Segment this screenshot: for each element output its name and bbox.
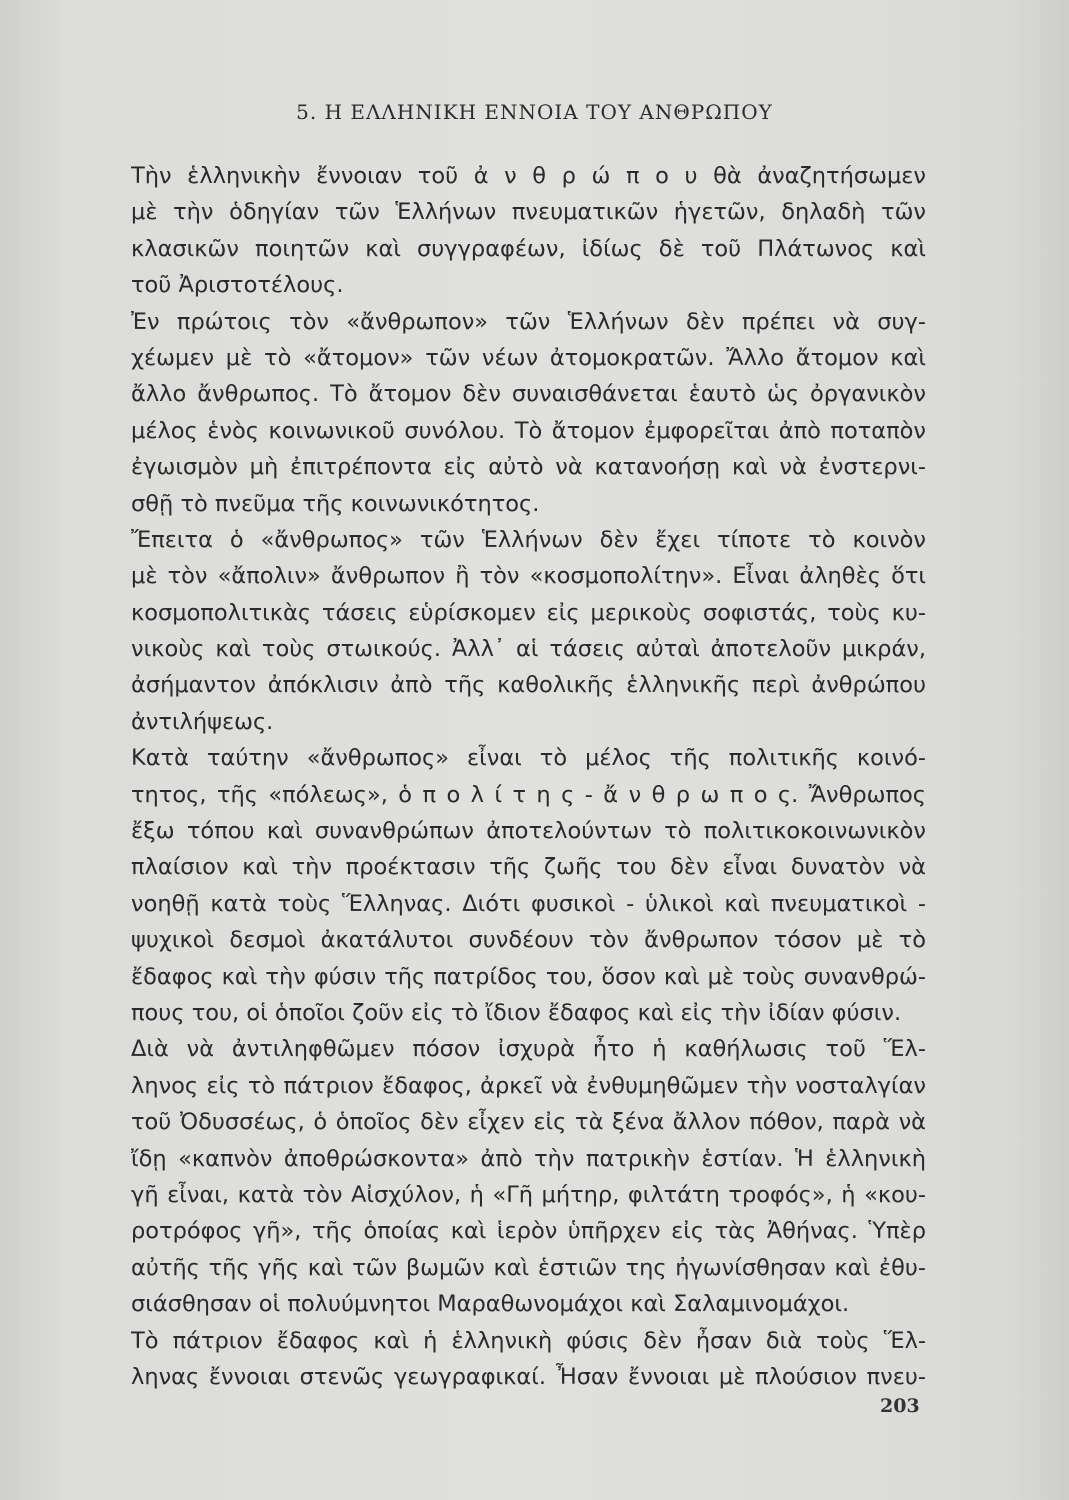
text-line: Κατὰ ταύτην «ἄνθρωπος» εἶναι τὸ μέλος τῆς πολιτικῆς κοινό- (131, 745, 926, 772)
text-line: ἄλλο ἄνθρωπος. Τὸ ἄτομον δὲν συναισθάνεται ἑαυτὸ ὡς ὀργανικὸν (131, 381, 926, 408)
text-line: Τὸ πάτριον ἔδαφος καὶ ἡ ἑλληνικὴ φύσις δὲν ἦσαν διὰ τοὺς Ἕλ- (131, 1327, 926, 1354)
page-number: 203 (880, 1395, 920, 1417)
text-line: μὲ τὸν «ἄπολιν» ἄνθρωπον ἢ τὸν «κοσμοπολίτην». Εἶναι ἀληθὲς ὅτι (131, 563, 926, 590)
text-line: ψυχικοὶ δεσμοὶ ἀκατάλυτοι συνδέουν τὸν ἄνθρωπον τόσον μὲ τὸ (131, 927, 926, 954)
text-line: σθῇ τὸ πνεῦμα τῆς κοινωνικότητος. (131, 490, 540, 517)
text-line: ἀντιλήψεως. (131, 708, 274, 735)
text-line: ληνας ἔννοιαι στενῶς γεωγραφικαί. Ἦσαν ἔννοιαι μὲ πλούσιον πνευ- (131, 1363, 926, 1390)
text-line: σιάσθησαν οἱ πολυύμνητοι Μαραθωνομάχοι καὶ Σαλαμινομάχοι. (131, 1291, 850, 1318)
text-line: ροτρόφος γῆ», τῆς ὁποίας καὶ ἱερὸν ὑπῆρχεν εἰς τὰς Ἀθήνας. Ὑπὲρ (131, 1218, 926, 1245)
text-line: μέλος ἑνὸς κοινωνικοῦ συνόλου. Τὸ ἄτομον ἐμφορεῖται ἀπὸ ποταπὸν (131, 417, 926, 444)
text-line: αὐτῆς τῆς γῆς καὶ τῶν βωμῶν καὶ ἑστιῶν της ἠγωνίσθησαν καὶ ἐθυ- (131, 1254, 926, 1281)
text-line: ἔδαφος καὶ τὴν φύσιν τῆς πατρίδος του, ὅσον καὶ μὲ τοὺς συνανθρώ- (131, 963, 926, 990)
text-line: ἔξω τόπου καὶ συνανθρώπων ἀποτελούντων τὸ πολιτικοκοινωνικὸν (131, 818, 926, 845)
text-line: Τὴν ἑλληνικὴν ἔννοιαν τοῦ ἀ ν θ ρ ώ π ο υ θὰ ἀναζητήσωμεν (131, 163, 926, 189)
text-line: ἐγωισμὸν μὴ ἐπιτρέποντα εἰς αὐτὸ νὰ κατανοήσῃ καὶ νὰ ἐνστερνι- (131, 454, 926, 481)
text-line: γῆ εἶναι, κατὰ τὸν Αἰσχύλον, ἡ «Γῆ μήτηρ, φιλτάτη τροφός», ἡ «κου- (131, 1181, 926, 1208)
text-line: τοῦ Ἀριστοτέλους. (131, 272, 344, 299)
text-line: νικοὺς καὶ τοὺς στωικούς. Ἀλλ᾽ αἱ τάσεις αὐταὶ ἀποτελοῦν μικράν, (131, 636, 926, 663)
text-line: μὲ τὴν ὁδηγίαν τῶν Ἑλλήνων πνευματικῶν ἡγετῶν, δηλαδὴ τῶν (131, 199, 926, 226)
text-line: κοσμοπολιτικὰς τάσεις εὑρίσκομεν εἰς μερικοὺς σοφιστάς, τοὺς κυ- (131, 599, 926, 626)
text-line: Ἔπειτα ὁ «ἄνθρωπος» τῶν Ἑλλήνων δὲν ἔχει τίποτε τὸ κοινὸν (131, 526, 926, 553)
text-line: πλαίσιον καὶ τὴν προέκτασιν τῆς ζωῆς του δὲν εἶναι δυνατὸν νὰ (131, 854, 926, 881)
text-line: τοῦ Ὀδυσσέως, ὁ ὁποῖος δὲν εἶχεν εἰς τὰ ξένα ἄλλον πόθον, παρὰ νὰ (131, 1109, 926, 1136)
text-line: ληνος εἰς τὸ πάτριον ἔδαφος, ἀρκεῖ νὰ ἐνθυμηθῶμεν τὴν νοσταλγίαν (131, 1072, 926, 1099)
text-line: Διὰ νὰ ἀντιληφθῶμεν πόσον ἰσχυρὰ ἦτο ἡ καθήλωσις τοῦ Ἕλ- (131, 1036, 926, 1063)
text-line: πους του, οἱ ὁποῖοι ζοῦν εἰς τὸ ἴδιον ἔδαφος καὶ εἰς τὴν ἰδίαν φύσιν. (131, 999, 902, 1026)
text-line: Ἐν πρώτοις τὸν «ἄνθρωπον» τῶν Ἑλλήνων δὲν πρέπει νὰ συγ- (131, 308, 926, 335)
section-heading: 5. Η ΕΛΛΗΝΙΚΗ ΕΝΝΟΙΑ ΤΟΥ ΑΝΘΡΩΠΟΥ (296, 100, 773, 124)
text-line: ἴδῃ «καπνὸν ἀποθρώσκοντα» ἀπὸ τὴν πατρικὴν ἑστίαν. Ἡ ἑλληνικὴ (131, 1145, 926, 1172)
body-text (131, 158, 926, 1395)
text-line: χέωμεν μὲ τὸ «ἄτομον» τῶν νέων ἀτομοκρατῶν. Ἄλλο ἄτομον καὶ (131, 344, 926, 371)
text-line: τητος, τῆς «πόλεως», ὁ π ο λ ί τ η ς - ἄ ν θ ρ ω π ο ς. Ἄνθρωπος (131, 781, 926, 808)
text-line: νοηθῇ κατὰ τοὺς Ἕλληνας. Διότι φυσικοὶ - ὑλικοὶ καὶ πνευματικοὶ - (131, 890, 926, 917)
text-line: κλασικῶν ποιητῶν καὶ συγγραφέων, ἰδίως δὲ τοῦ Πλάτωνος καὶ (131, 235, 926, 262)
text-line: ἀσήμαντον ἀπόκλισιν ἀπὸ τῆς καθολικῆς ἑλληνικῆς περὶ ἀνθρώπου (131, 672, 926, 699)
